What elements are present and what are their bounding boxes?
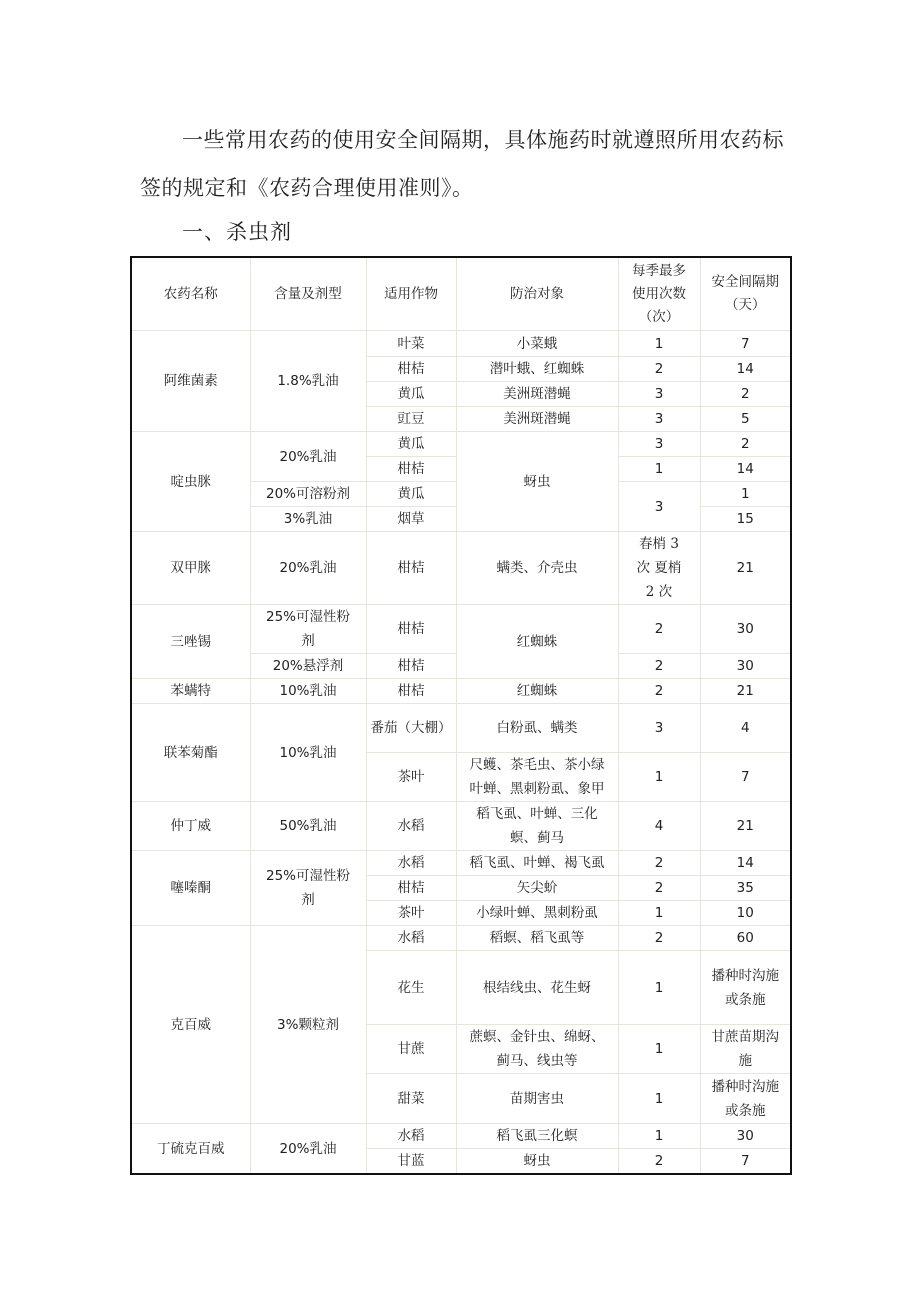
max-times: 2	[618, 851, 700, 876]
target: 蚜虫	[456, 432, 618, 532]
crop: 柑桔	[366, 457, 456, 482]
safety-interval: 播种时沟施或条施	[700, 951, 791, 1025]
safety-interval: 14	[700, 457, 791, 482]
header-cell: 安全间隔期（天）	[700, 257, 791, 331]
target: 根结线虫、花生蚜	[456, 951, 618, 1025]
insecticide-table	[130, 256, 792, 1175]
crop: 甘蓝	[366, 1149, 456, 1175]
table-row	[131, 532, 791, 605]
target: 稻飞虱三化螟	[456, 1124, 618, 1149]
pesticide-name: 联苯菊酯	[131, 704, 250, 802]
max-times: 1	[618, 901, 700, 926]
table-row	[131, 605, 791, 654]
safety-interval: 7	[700, 331, 791, 357]
target: 小菜蛾	[456, 331, 618, 357]
safety-interval: 60	[700, 926, 791, 951]
max-times: 2	[618, 654, 700, 679]
formulation: 25%可湿性粉剂	[250, 851, 366, 926]
header-cell: 农药名称	[131, 257, 250, 331]
table-row	[131, 679, 791, 704]
target: 螨类、介壳虫	[456, 532, 618, 605]
max-times: 1	[618, 457, 700, 482]
table-row	[131, 432, 791, 457]
pesticide-name: 三唑锡	[131, 605, 250, 679]
max-times: 2	[618, 1149, 700, 1175]
target: 美洲斑潜蝇	[456, 382, 618, 407]
max-times: 2	[618, 876, 700, 901]
max-times: 1	[618, 951, 700, 1025]
formulation: 3%乳油	[250, 507, 366, 532]
formulation: 20%乳油	[250, 1124, 366, 1175]
formulation: 25%可湿性粉剂	[250, 605, 366, 654]
safety-interval: 21	[700, 532, 791, 605]
safety-interval: 1	[700, 482, 791, 507]
max-times: 1	[618, 1025, 700, 1074]
target: 苗期害虫	[456, 1074, 618, 1124]
pesticide-name: 啶虫脒	[131, 432, 250, 532]
insecticide-table-wrapper	[130, 256, 790, 1175]
crop: 黄瓜	[366, 382, 456, 407]
crop: 黄瓜	[366, 432, 456, 457]
formulation: 20%乳油	[250, 532, 366, 605]
target: 小绿叶蝉、黑刺粉虱	[456, 901, 618, 926]
safety-interval: 15	[700, 507, 791, 532]
formulation: 10%乳油	[250, 679, 366, 704]
max-times: 2	[618, 926, 700, 951]
max-times: 1	[618, 1124, 700, 1149]
crop: 柑桔	[366, 532, 456, 605]
safety-interval: 14	[700, 357, 791, 382]
header-cell: 含量及剂型	[250, 257, 366, 331]
crop: 豇豆	[366, 407, 456, 432]
pesticide-name: 克百威	[131, 926, 250, 1124]
formulation: 50%乳油	[250, 802, 366, 851]
safety-interval: 30	[700, 1124, 791, 1149]
max-times: 春梢 3 次 夏梢 2 次	[618, 532, 700, 605]
formulation: 3%颗粒剂	[250, 926, 366, 1124]
safety-interval: 30	[700, 654, 791, 679]
pesticide-name: 阿维菌素	[131, 331, 250, 432]
crop: 柑桔	[366, 876, 456, 901]
safety-interval: 播种时沟施或条施	[700, 1074, 791, 1124]
safety-interval: 2	[700, 382, 791, 407]
max-times: 3	[618, 432, 700, 457]
target: 尺蠖、茶毛虫、茶小绿叶蝉、黑刺粉虱、象甲	[456, 753, 618, 802]
max-times: 2	[618, 605, 700, 654]
max-times: 2	[618, 679, 700, 704]
crop: 茶叶	[366, 901, 456, 926]
max-times: 2	[618, 357, 700, 382]
max-times: 1	[618, 753, 700, 802]
target: 稻飞虱、叶蝉、三化螟、蓟马	[456, 802, 618, 851]
crop: 柑桔	[366, 679, 456, 704]
max-times: 3	[618, 482, 700, 532]
crop: 水稻	[366, 802, 456, 851]
table-row	[131, 802, 791, 851]
target: 潜叶蛾、红蜘蛛	[456, 357, 618, 382]
formulation: 20%悬浮剂	[250, 654, 366, 679]
intro-paragraph	[140, 116, 800, 212]
crop: 水稻	[366, 851, 456, 876]
safety-interval: 14	[700, 851, 791, 876]
table-header-row	[131, 257, 791, 331]
crop: 水稻	[366, 926, 456, 951]
target: 矢尖蚧	[456, 876, 618, 901]
target: 稻飞虱、叶蝉、褐飞虱	[456, 851, 618, 876]
crop: 烟草	[366, 507, 456, 532]
crop: 茶叶	[366, 753, 456, 802]
max-times: 3	[618, 407, 700, 432]
target: 稻螟、稻飞虱等	[456, 926, 618, 951]
crop: 花生	[366, 951, 456, 1025]
table-row	[131, 851, 791, 876]
formulation: 20%乳油	[250, 432, 366, 482]
crop: 黄瓜	[366, 482, 456, 507]
safety-interval: 10	[700, 901, 791, 926]
max-times: 1	[618, 1074, 700, 1124]
max-times: 3	[618, 382, 700, 407]
header-cell: 每季最多使用次数（次）	[618, 257, 700, 331]
safety-interval: 7	[700, 753, 791, 802]
safety-interval: 30	[700, 605, 791, 654]
crop: 柑桔	[366, 654, 456, 679]
safety-interval: 4	[700, 704, 791, 753]
pesticide-name: 双甲脒	[131, 532, 250, 605]
table-row	[131, 331, 791, 357]
safety-interval: 21	[700, 802, 791, 851]
safety-interval: 甘蔗苗期沟施	[700, 1025, 791, 1074]
pesticide-name: 丁硫克百威	[131, 1124, 250, 1175]
table-row	[131, 1124, 791, 1149]
safety-interval: 7	[700, 1149, 791, 1175]
header-cell: 适用作物	[366, 257, 456, 331]
crop: 柑桔	[366, 605, 456, 654]
crop: 番茄（大棚）	[366, 704, 456, 753]
pesticide-name: 苯螨特	[131, 679, 250, 704]
header-cell: 防治对象	[456, 257, 618, 331]
crop: 叶菜	[366, 331, 456, 357]
safety-interval: 35	[700, 876, 791, 901]
target: 蚜虫	[456, 1149, 618, 1175]
formulation: 20%可溶粉剂	[250, 482, 366, 507]
intro-text: 一些常用农药的使用安全间隔期，具体施药时就遵照所用农药标签的规定和《农药合理使用准则》。	[140, 128, 784, 200]
max-times: 4	[618, 802, 700, 851]
max-times: 1	[618, 331, 700, 357]
section-title: 一、杀虫剂	[182, 220, 292, 244]
pesticide-name: 仲丁威	[131, 802, 250, 851]
safety-interval: 21	[700, 679, 791, 704]
target: 白粉虱、螨类	[456, 704, 618, 753]
safety-interval: 5	[700, 407, 791, 432]
target: 红蜘蛛	[456, 605, 618, 679]
target: 红蜘蛛	[456, 679, 618, 704]
crop: 甘蔗	[366, 1025, 456, 1074]
crop: 水稻	[366, 1124, 456, 1149]
crop: 柑桔	[366, 357, 456, 382]
formulation: 10%乳油	[250, 704, 366, 802]
target: 蔗螟、金针虫、绵蚜、蓟马、线虫等	[456, 1025, 618, 1074]
crop: 甜菜	[366, 1074, 456, 1124]
max-times: 3	[618, 704, 700, 753]
target: 美洲斑潜蝇	[456, 407, 618, 432]
table-row	[131, 926, 791, 951]
table-row	[131, 704, 791, 753]
formulation: 1.8%乳油	[250, 331, 366, 432]
pesticide-name: 噻嗪酮	[131, 851, 250, 926]
safety-interval: 2	[700, 432, 791, 457]
